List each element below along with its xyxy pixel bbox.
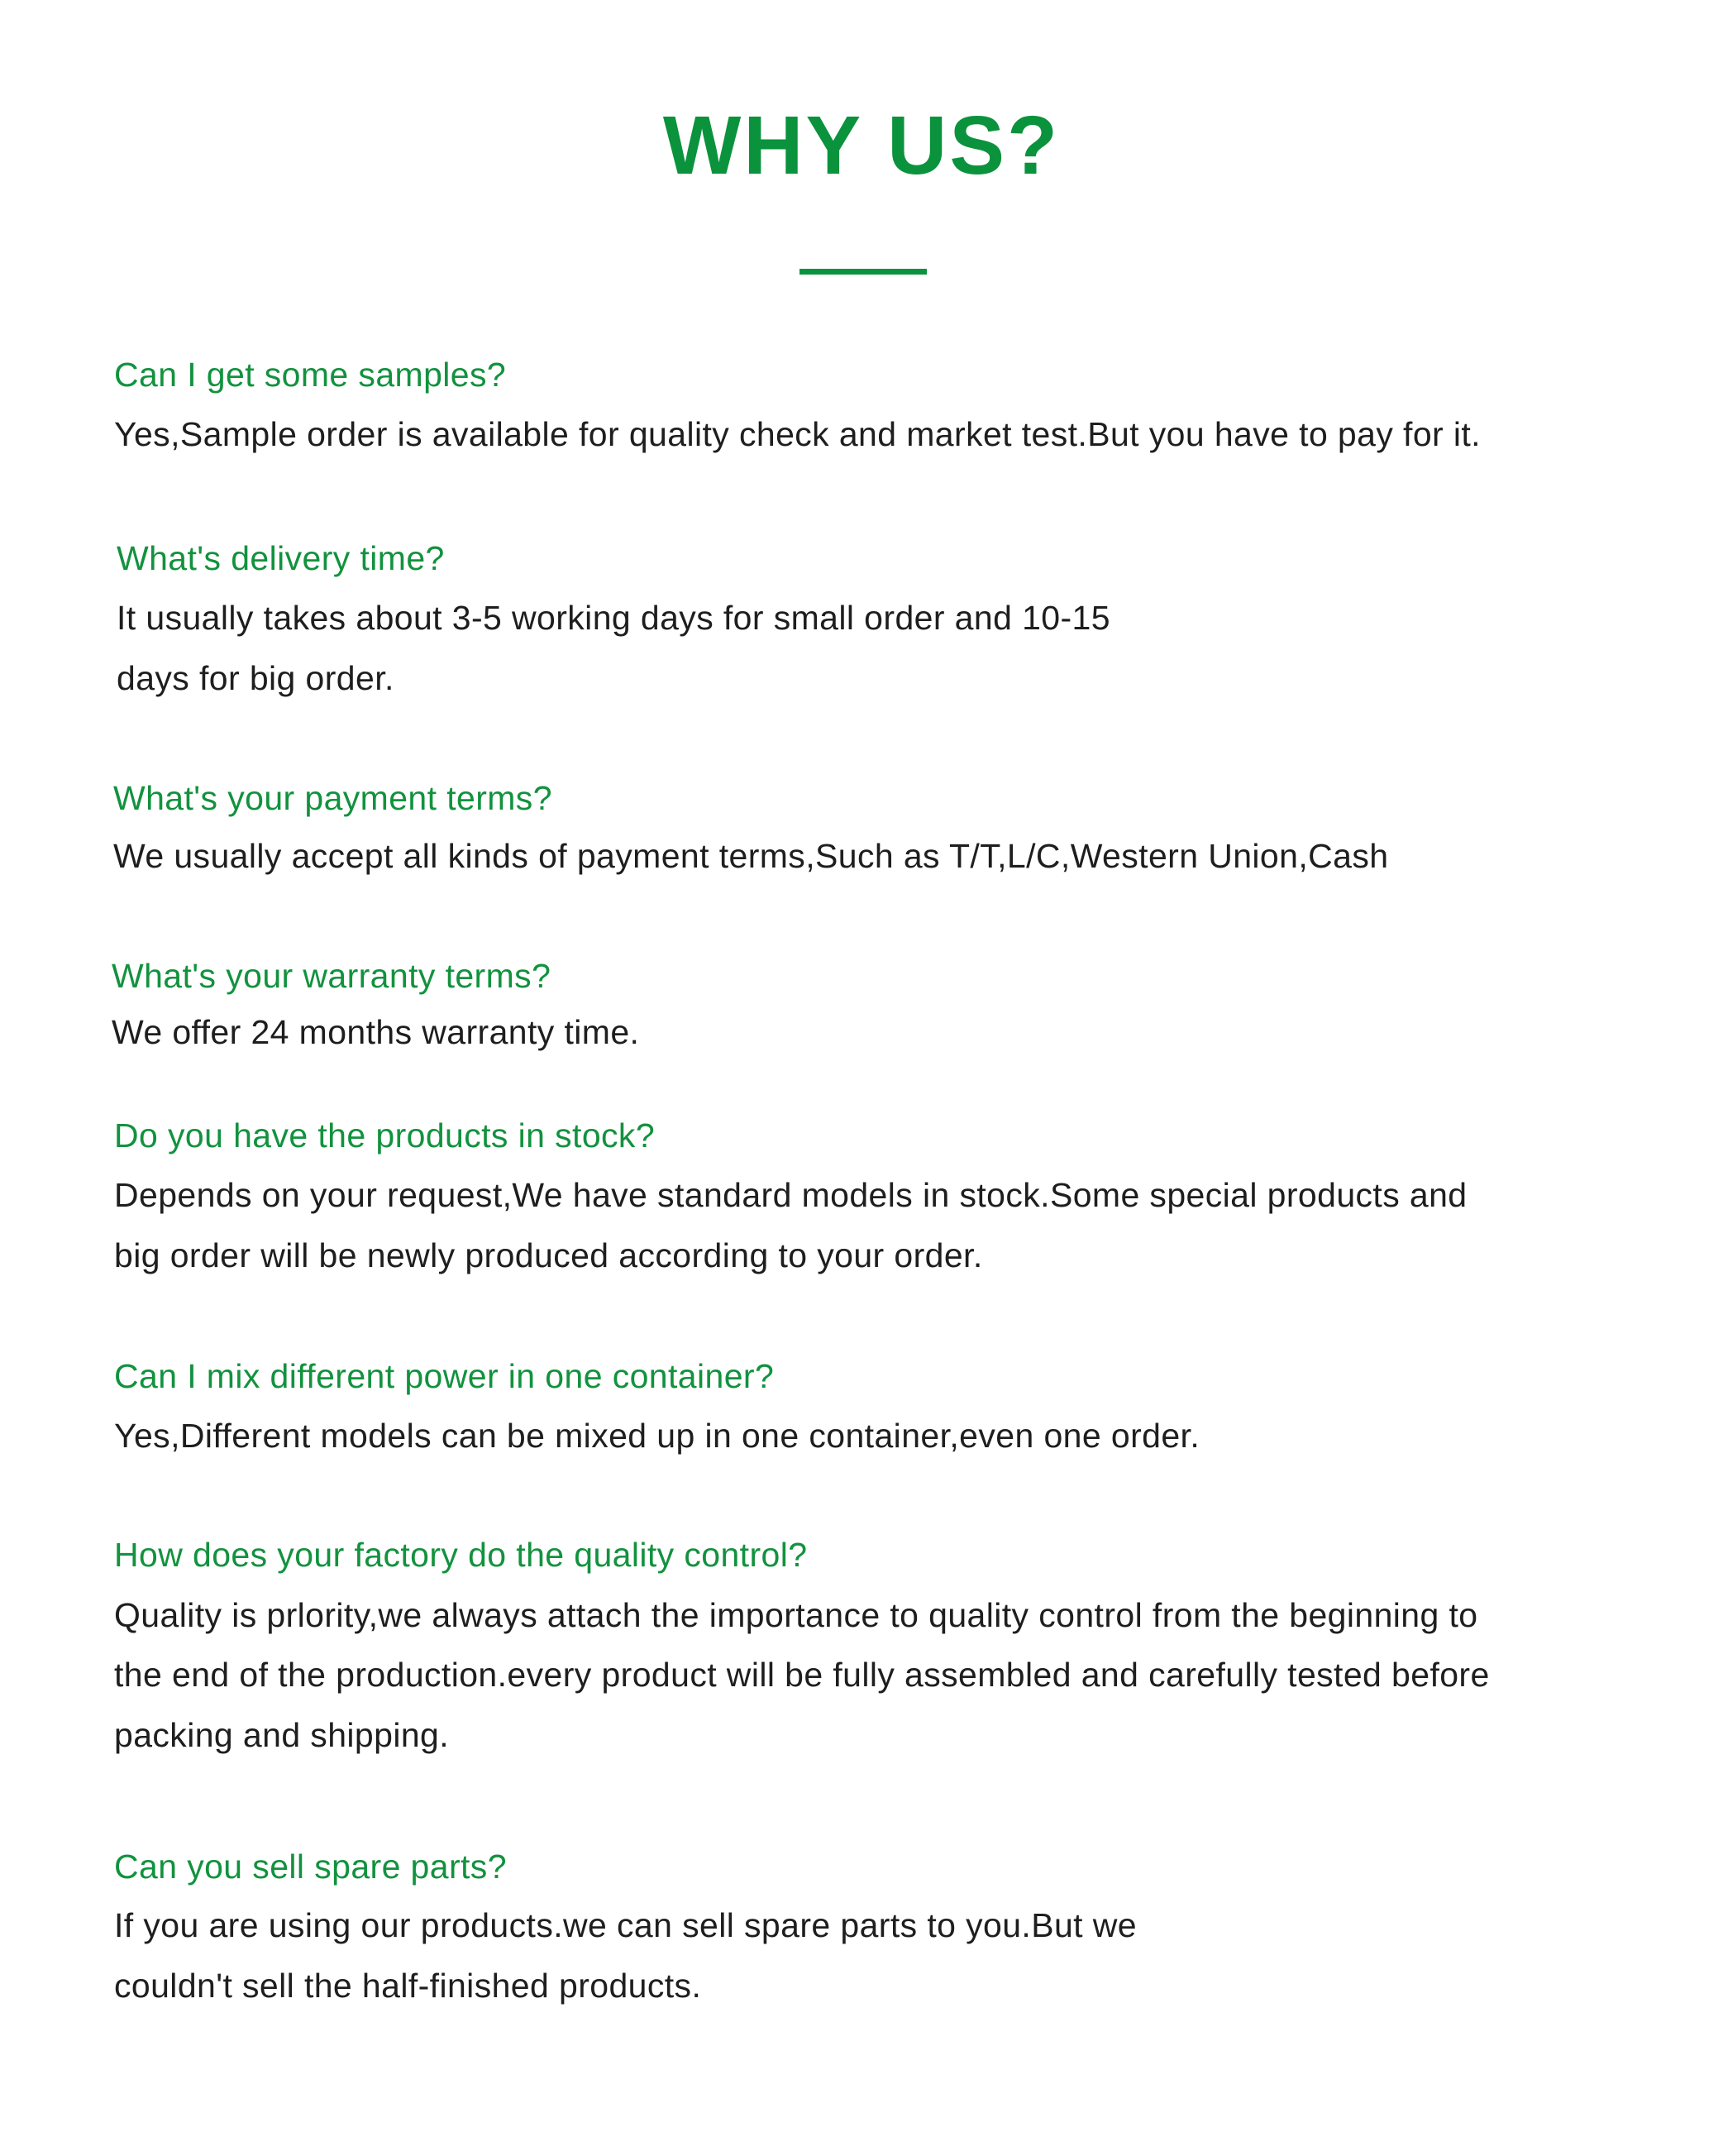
faq-answer-line: Quality is prlority,we always attach the importance to quality control from the beginning to (114, 1596, 1478, 1634)
faq-answer-line: Yes,Different models can be mixed up in one container,even one order. (114, 1417, 1200, 1455)
faq-question: Can I get some samples? (114, 356, 507, 394)
faq-question: What's delivery time? (117, 539, 445, 577)
faq-answer-line: If you are using our products.we can sell spare parts to you.But we (114, 1906, 1137, 1944)
faq-answer-line: We usually accept all kinds of payment terms,Such as T/T,L/C,Western Union,Cash (113, 837, 1389, 875)
title-underline-divider (799, 269, 927, 275)
faq-answer-line: the end of the production.every product will be fully assembled and carefully tested before (114, 1656, 1490, 1694)
faq-question: What's your warranty terms? (112, 957, 551, 995)
page-title: WHY US? (662, 99, 1061, 192)
faq-answer-line: It usually takes about 3-5 working days for small order and 10-15 (117, 599, 1110, 637)
faq-answer-line: We offer 24 months warranty time. (112, 1013, 640, 1051)
faq-answer-line: couldn't sell the half-finished products. (114, 1967, 702, 2005)
faq-answer-line: Depends on your request,We have standard models in stock.Some special products and (114, 1176, 1468, 1214)
faq-answer-line: days for big order. (117, 659, 394, 697)
faq-question: How does your factory do the quality control? (114, 1536, 808, 1574)
faq-question: What's your payment terms? (113, 779, 552, 817)
faq-question: Do you have the products in stock? (114, 1116, 656, 1154)
faq-answer-line: big order will be newly produced according to your order. (114, 1236, 983, 1274)
faq-answer-line: Yes,Sample order is available for quality check and market test.But you have to pay for it. (114, 415, 1481, 453)
faq-question: Can I mix different power in one container? (114, 1357, 775, 1395)
faq-question: Can you sell spare parts? (114, 1848, 507, 1886)
faq-answer-line: packing and shipping. (114, 1716, 450, 1754)
